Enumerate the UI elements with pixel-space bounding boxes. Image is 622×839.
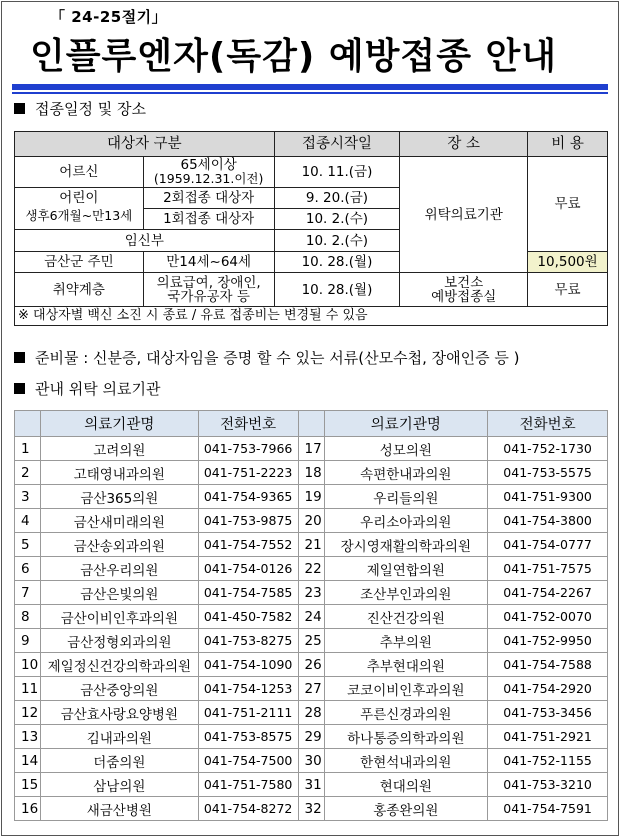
section-hospitals-label: 관내 위탁 의료기관 bbox=[35, 380, 161, 398]
place-contracted: 위탁의료기관 bbox=[400, 157, 528, 273]
row-number: 2 bbox=[15, 461, 41, 485]
hospital-phone: 041-754-7585 bbox=[198, 581, 298, 605]
hospital-phone: 041-754-1253 bbox=[198, 677, 298, 701]
title-underline bbox=[12, 84, 608, 90]
row-number: 8 bbox=[15, 605, 41, 629]
table-row bbox=[15, 437, 608, 461]
hospital-name: 김내과의원 bbox=[40, 725, 198, 749]
table-row bbox=[15, 677, 608, 701]
row-number: 1 bbox=[15, 437, 41, 461]
row-number: 5 bbox=[15, 533, 41, 557]
hospital-phone: 041-751-2223 bbox=[198, 461, 298, 485]
row-number: 15 bbox=[15, 773, 41, 797]
place-health-center: 보건소 예방접종실 bbox=[400, 273, 528, 307]
hospital-phone: 041-754-7591 bbox=[488, 797, 608, 821]
row-number: 12 bbox=[15, 701, 41, 725]
row-number: 20 bbox=[298, 509, 324, 533]
hospital-table bbox=[14, 410, 608, 821]
hospital-phone: 041-753-7966 bbox=[198, 437, 298, 461]
row-number: 11 bbox=[15, 677, 41, 701]
group-pregnant: 임신부 bbox=[15, 230, 275, 252]
hospital-phone: 041-754-0126 bbox=[198, 557, 298, 581]
row-number: 28 bbox=[298, 701, 324, 725]
header-start-date: 접종시작일 bbox=[274, 132, 400, 157]
hospital-phone: 041-450-7582 bbox=[198, 605, 298, 629]
hospital-name: 금산이비인후과의원 bbox=[40, 605, 198, 629]
hospital-name: 현대의원 bbox=[324, 773, 488, 797]
hospital-name: 속편한내과의원 bbox=[324, 461, 488, 485]
row-number: 4 bbox=[15, 509, 41, 533]
hospital-name: 금산송외과의원 bbox=[40, 533, 198, 557]
hospital-name: 금산은빛의원 bbox=[40, 581, 198, 605]
hospital-name: 고려의원 bbox=[40, 437, 198, 461]
header-name-left: 의료기관명 bbox=[40, 411, 198, 437]
hospital-phone: 041-751-7575 bbox=[488, 557, 608, 581]
date-pregnant: 10. 2.(수) bbox=[274, 230, 400, 252]
hospital-name: 추부의원 bbox=[324, 629, 488, 653]
table-row bbox=[15, 581, 608, 605]
row-number: 21 bbox=[298, 533, 324, 557]
hospital-name: 금산우리의원 bbox=[40, 557, 198, 581]
table-row bbox=[15, 461, 608, 485]
price-resident: 10,500원 bbox=[528, 252, 608, 273]
season-label: 「 24-25절기」 bbox=[50, 8, 168, 26]
group-child: 어린이 생후6개월~만13세 bbox=[15, 188, 144, 230]
square-bullet-icon bbox=[14, 383, 25, 394]
hospital-name: 장시영재활의학과의원 bbox=[324, 533, 488, 557]
date-resident: 10. 28.(월) bbox=[274, 252, 400, 273]
date-child-2dose: 9. 20.(금) bbox=[274, 188, 400, 209]
section-schedule-label: 접종일정 및 장소 bbox=[35, 100, 146, 118]
hospital-name: 진산건강의원 bbox=[324, 605, 488, 629]
table-row bbox=[15, 653, 608, 677]
date-child-1dose: 10. 2.(수) bbox=[274, 209, 400, 230]
hospital-phone: 041-752-0070 bbox=[488, 605, 608, 629]
hospital-name: 코코이비인후과의원 bbox=[324, 677, 488, 701]
group-resident: 금산군 주민 bbox=[15, 252, 144, 273]
header-cost: 비 용 bbox=[528, 132, 608, 157]
hospital-name: 조산부인과의원 bbox=[324, 581, 488, 605]
hospital-phone: 041-752-9950 bbox=[488, 629, 608, 653]
hospital-name: 우리소아과의원 bbox=[324, 509, 488, 533]
table-row bbox=[15, 533, 608, 557]
row-number: 30 bbox=[298, 749, 324, 773]
square-bullet-icon bbox=[14, 103, 25, 114]
row-number: 16 bbox=[15, 797, 41, 821]
hospital-name: 우리들의원 bbox=[324, 485, 488, 509]
hospital-phone: 041-754-3800 bbox=[488, 509, 608, 533]
row-number: 25 bbox=[298, 629, 324, 653]
row-number: 32 bbox=[298, 797, 324, 821]
price-free: 무료 bbox=[528, 157, 608, 252]
date-elderly: 10. 11.(금) bbox=[274, 157, 400, 188]
hospital-phone: 041-754-8272 bbox=[198, 797, 298, 821]
hospital-name: 금산정형외과의원 bbox=[40, 629, 198, 653]
row-number: 22 bbox=[298, 557, 324, 581]
hospital-phone: 041-754-7588 bbox=[488, 653, 608, 677]
section-items-label: 준비물 : 신분증, 대상자임을 증명 할 수 있는 서류(산모수첩, 장애인증 등 ) bbox=[35, 349, 520, 367]
page-title: 인플루엔자(독감) 예방접종 안내 bbox=[30, 36, 558, 77]
hospital-name: 하나통증의학과의원 bbox=[324, 725, 488, 749]
row-number: 23 bbox=[298, 581, 324, 605]
hospital-phone: 041-753-3456 bbox=[488, 701, 608, 725]
hospital-phone: 041-753-3210 bbox=[488, 773, 608, 797]
section-items bbox=[14, 347, 519, 368]
row-number: 27 bbox=[298, 677, 324, 701]
hospital-phone: 041-753-9875 bbox=[198, 509, 298, 533]
row-number: 6 bbox=[15, 557, 41, 581]
table-row bbox=[15, 509, 608, 533]
table-row bbox=[15, 485, 608, 509]
table-row bbox=[15, 629, 608, 653]
header-tel-left: 전화번호 bbox=[198, 411, 298, 437]
header-tel-right: 전화번호 bbox=[488, 411, 608, 437]
group-elderly: 어르신 bbox=[15, 157, 144, 188]
schedule-note: ※ 대상자별 백신 소진 시 종료 / 유료 접종비는 변경될 수 있음 bbox=[15, 307, 608, 326]
row-number: 9 bbox=[15, 629, 41, 653]
group-vulnerable: 취약계층 bbox=[15, 273, 144, 307]
hospital-name: 금산365의원 bbox=[40, 485, 198, 509]
hospital-phone: 041-754-7500 bbox=[198, 749, 298, 773]
table-row bbox=[15, 725, 608, 749]
hospital-phone: 041-754-2267 bbox=[488, 581, 608, 605]
schedule-note-row bbox=[15, 307, 608, 326]
row-number: 3 bbox=[15, 485, 41, 509]
hospital-name: 금산새미래의원 bbox=[40, 509, 198, 533]
row-number: 19 bbox=[298, 485, 324, 509]
row-number: 18 bbox=[298, 461, 324, 485]
hospital-name: 새금산병원 bbox=[40, 797, 198, 821]
row-vulnerable bbox=[15, 273, 608, 307]
price-vulnerable: 무료 bbox=[528, 273, 608, 307]
row-number: 24 bbox=[298, 605, 324, 629]
square-bullet-icon bbox=[14, 352, 25, 363]
hospital-phone: 041-753-8275 bbox=[198, 629, 298, 653]
title-underline-thin bbox=[12, 92, 608, 94]
hospital-phone: 041-753-5575 bbox=[488, 461, 608, 485]
row-number: 17 bbox=[298, 437, 324, 461]
table-row bbox=[15, 557, 608, 581]
table-row bbox=[15, 605, 608, 629]
hospital-name: 제일연합의원 bbox=[324, 557, 488, 581]
date-vulnerable: 10. 28.(월) bbox=[274, 273, 400, 307]
hospital-name: 금산효사랑요양병원 bbox=[40, 701, 198, 725]
hospital-name: 금산중앙의원 bbox=[40, 677, 198, 701]
row-number: 7 bbox=[15, 581, 41, 605]
header-name-right: 의료기관명 bbox=[324, 411, 488, 437]
table-row bbox=[15, 797, 608, 821]
section-hospitals bbox=[14, 378, 160, 399]
cond-child-1dose: 1회접종 대상자 bbox=[143, 209, 274, 230]
hospital-name: 고태영내과의원 bbox=[40, 461, 198, 485]
hospital-phone: 041-751-2111 bbox=[198, 701, 298, 725]
hospital-phone: 041-754-9365 bbox=[198, 485, 298, 509]
hospital-header-row bbox=[15, 411, 608, 437]
hospital-phone: 041-754-0777 bbox=[488, 533, 608, 557]
hospital-phone: 041-752-1730 bbox=[488, 437, 608, 461]
row-elderly bbox=[15, 157, 608, 188]
row-number: 26 bbox=[298, 653, 324, 677]
hospital-phone: 041-751-7580 bbox=[198, 773, 298, 797]
hospital-phone: 041-752-1155 bbox=[488, 749, 608, 773]
schedule-table bbox=[14, 131, 608, 326]
hospital-phone: 041-754-2920 bbox=[488, 677, 608, 701]
row-number: 13 bbox=[15, 725, 41, 749]
cond-child-2dose: 2회접종 대상자 bbox=[143, 188, 274, 209]
hospital-name: 추부현대의원 bbox=[324, 653, 488, 677]
row-number: 10 bbox=[15, 653, 41, 677]
hospital-phone: 041-754-1090 bbox=[198, 653, 298, 677]
section-schedule bbox=[14, 98, 146, 119]
hospital-name: 제일정신건강의학과의원 bbox=[40, 653, 198, 677]
hospital-name: 홍종완의원 bbox=[324, 797, 488, 821]
hospital-name: 성모의원 bbox=[324, 437, 488, 461]
row-number: 31 bbox=[298, 773, 324, 797]
cond-elderly: 65세이상 (1959.12.31.이전) bbox=[143, 157, 274, 188]
hospital-phone: 041-751-2921 bbox=[488, 725, 608, 749]
schedule-header-row bbox=[15, 132, 608, 157]
hospital-name: 푸른신경과의원 bbox=[324, 701, 488, 725]
hospital-name: 더줌의원 bbox=[40, 749, 198, 773]
table-row bbox=[15, 749, 608, 773]
table-row bbox=[15, 773, 608, 797]
hospital-phone: 041-754-7552 bbox=[198, 533, 298, 557]
header-target: 대상자 구분 bbox=[15, 132, 275, 157]
cond-resident: 만14세~64세 bbox=[143, 252, 274, 273]
row-number: 14 bbox=[15, 749, 41, 773]
row-number: 29 bbox=[298, 725, 324, 749]
hospital-name: 삼남의원 bbox=[40, 773, 198, 797]
hospital-name: 한현석내과의원 bbox=[324, 749, 488, 773]
cond-vulnerable: 의료급여, 장애인, 국가유공자 등 bbox=[143, 273, 274, 307]
hospital-phone: 041-751-9300 bbox=[488, 485, 608, 509]
table-row bbox=[15, 701, 608, 725]
hospital-phone: 041-753-8575 bbox=[198, 725, 298, 749]
header-place: 장 소 bbox=[400, 132, 528, 157]
